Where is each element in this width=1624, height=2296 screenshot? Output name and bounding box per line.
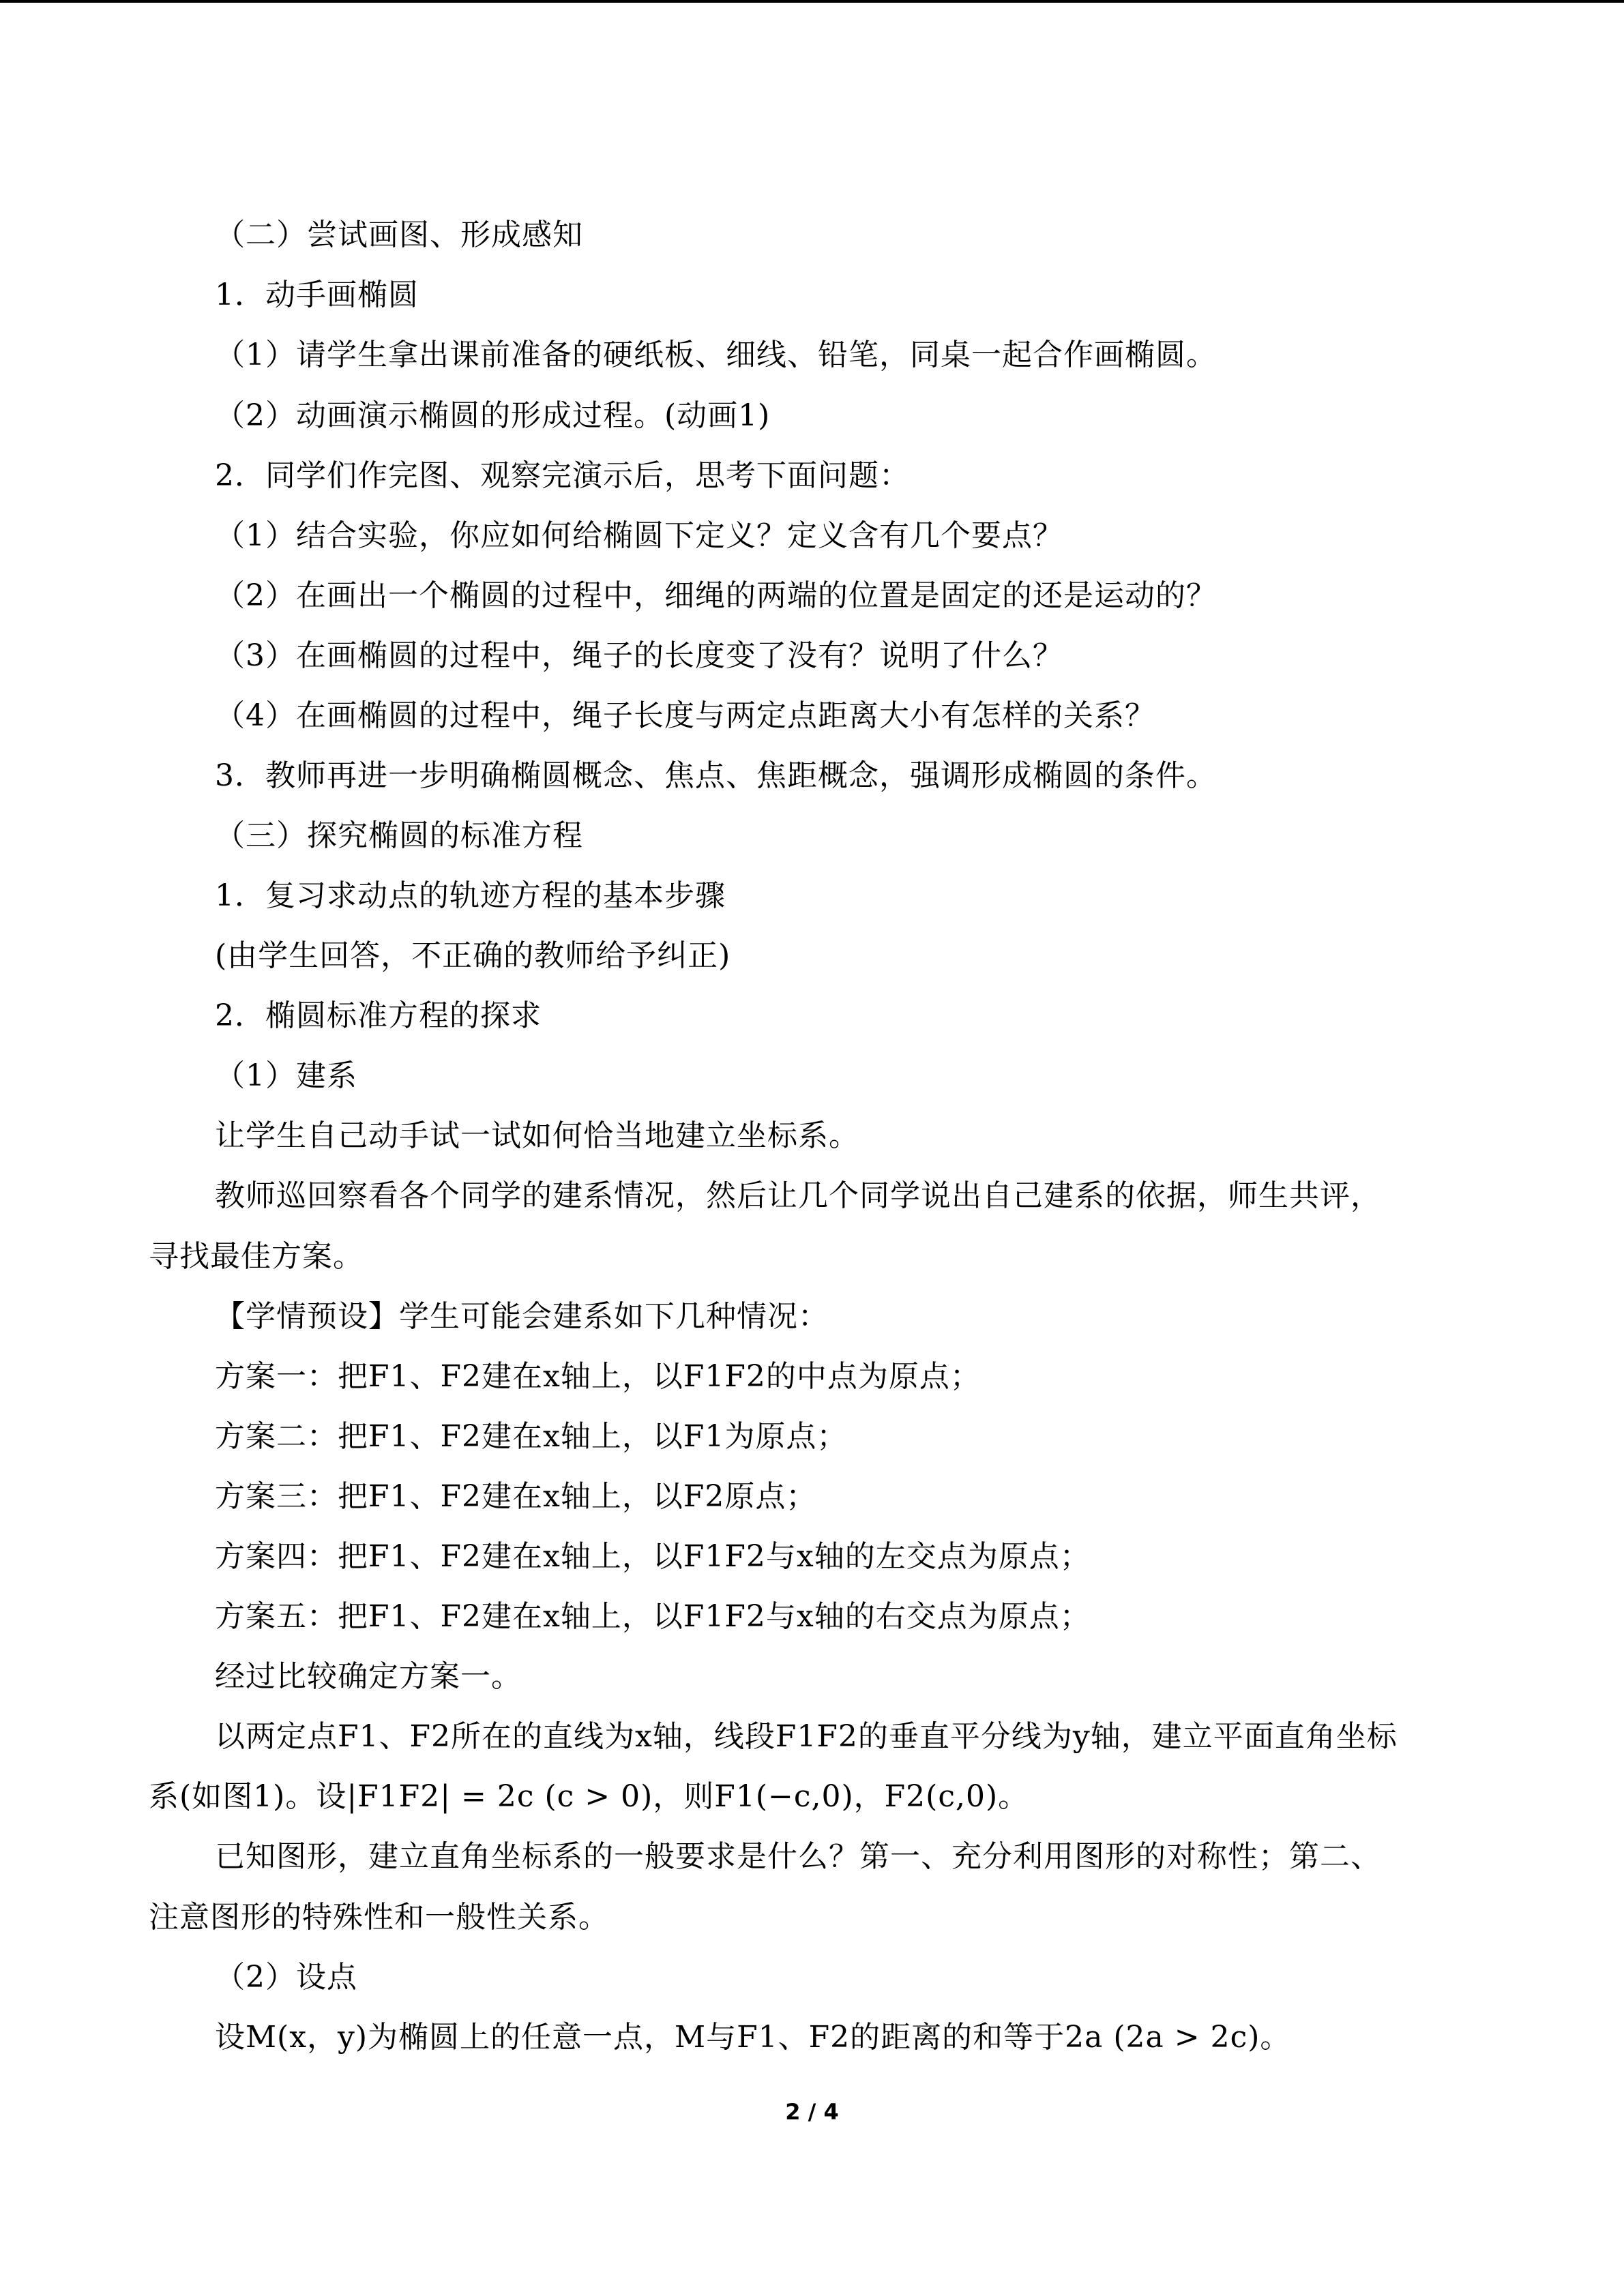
paragraph: 已知图形，建立直角坐标系的一般要求是什么？第一、充分利用图形的对称性；第二、: [215, 1839, 1381, 1874]
page-number: 2 / 4: [785, 2099, 839, 2125]
section-heading-3: （三）探究椭圆的标准方程: [215, 818, 583, 853]
paragraph: 【学情预设】学生可能会建系如下几种情况：: [215, 1299, 829, 1334]
paragraph: 经过比较确定方案一。: [215, 1659, 522, 1694]
question: （1）结合实验，你应如何给椭圆下定义？定义含有几个要点？: [215, 518, 1063, 553]
item-heading: 1．动手画椭圆: [215, 278, 419, 312]
paragraph-continuation: 注意图形的特殊性和一般性关系。: [149, 1900, 609, 1935]
scheme-line: 方案五：把F1、F2建在x轴上，以F1F2与x轴的右交点为原点；: [215, 1599, 1091, 1634]
sub-heading: （1）建系: [215, 1058, 357, 1093]
paragraph: (由学生回答，不正确的教师给予纠正): [215, 938, 731, 973]
paragraph: 设M(x，y)为椭圆上的任意一点，M与F1、F2的距离的和等于2a (2a > 2c)。: [215, 2020, 1291, 2055]
scheme-line: 方案一：把F1、F2建在x轴上，以F1F2的中点为原点；: [215, 1359, 981, 1394]
paragraph-continuation: 系(如图1)。设|F1F2| = 2c (c > 0)，则F1(−c,0)，F2(c,0)。: [149, 1779, 1029, 1814]
question: （2）在画出一个椭圆的过程中，细绳的两端的位置是固定的还是运动的？: [215, 578, 1217, 613]
scheme-line: 方案三：把F1、F2建在x轴上，以F2原点；: [215, 1479, 817, 1514]
paragraph: 以两定点F1、F2所在的直线为x轴，线段F1F2的垂直平分线为y轴，建立平面直角坐标: [215, 1719, 1398, 1754]
item-heading: 2．同学们作完图、观察完演示后，思考下面问题：: [215, 458, 910, 493]
scheme-line: 方案二：把F1、F2建在x轴上，以F1为原点；: [215, 1419, 848, 1454]
item-heading: 3．教师再进一步明确椭圆概念、焦点、焦距概念，强调形成椭圆的条件。: [215, 758, 1217, 793]
paragraph: （1）请学生拿出课前准备的硬纸板、细线、铅笔，同桌一起合作画椭圆。: [215, 338, 1217, 372]
item-heading: 1．复习求动点的轨迹方程的基本步骤: [215, 878, 726, 913]
paragraph: （2）动画演示椭圆的形成过程。(动画1): [215, 398, 771, 433]
question: （3）在画椭圆的过程中，绳子的长度变了没有？说明了什么？: [215, 638, 1063, 673]
scheme-line: 方案四：把F1、F2建在x轴上，以F1F2与x轴的左交点为原点；: [215, 1539, 1091, 1574]
sub-heading: （2）设点: [215, 1960, 357, 1995]
question: （4）在画椭圆的过程中，绳子长度与两定点距离大小有怎样的关系？: [215, 698, 1155, 733]
section-heading-2: （二）尝试画图、形成感知: [215, 218, 583, 252]
item-heading: 2．椭圆标准方程的探求: [215, 998, 542, 1033]
paragraph-continuation: 寻找最佳方案。: [149, 1239, 364, 1274]
paragraph: 教师巡回察看各个同学的建系情况，然后让几个同学说出自己建系的依据，师生共评，: [215, 1178, 1381, 1213]
paragraph: 让学生自己动手试一试如何恰当地建立坐标系。: [215, 1118, 859, 1153]
